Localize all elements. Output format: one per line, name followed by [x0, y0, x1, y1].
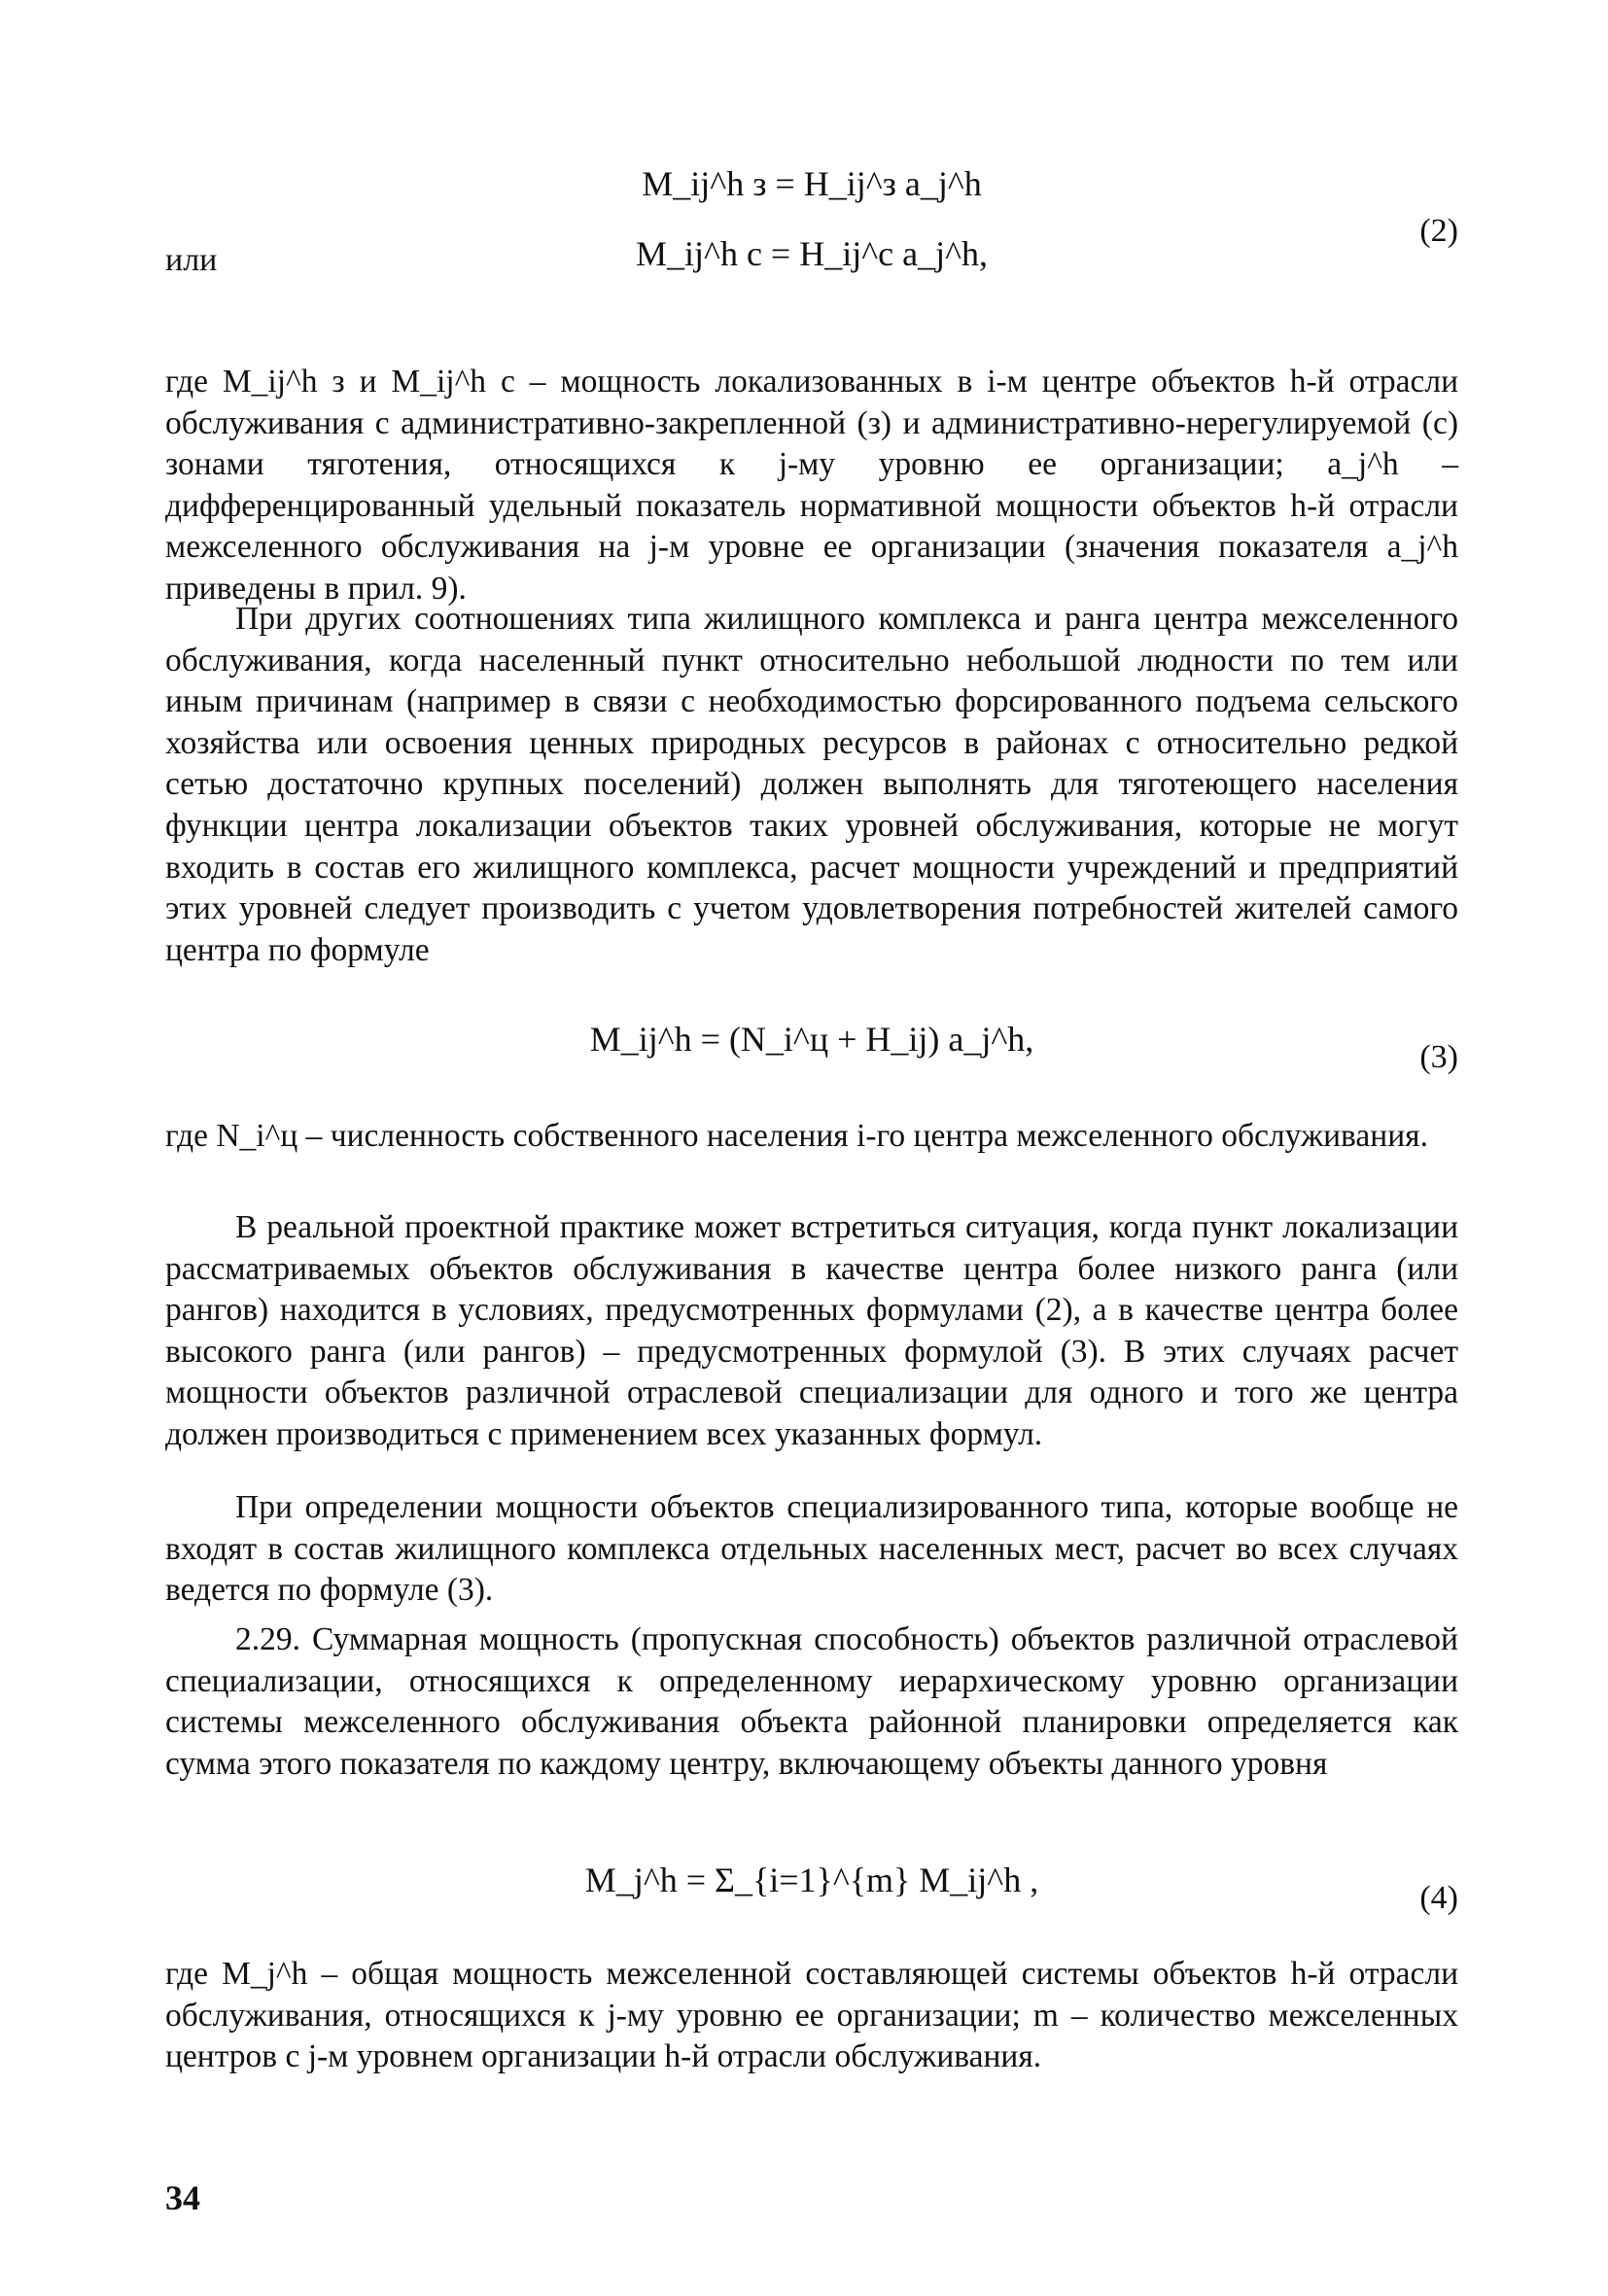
- formula-3-expression: M_ij^h = (N_i^ц + H_ij) a_j^h,: [589, 1020, 1034, 1059]
- formula-4-number: (4): [1419, 1880, 1458, 1916]
- formula-2-explanation: где M_ij^h з и M_ij^h с – мощность локализованных в i-м центре объектов h-й отрасли обслуживания с административно-закрепленной (з) и административно-нерегулируемой (с) зонами тяготения, относящихся к j-му уровню ее организации; a_j^h – дифференцированный удельный показатель нормативной мощности объектов h-й отрасли межселенного обслуживания на j-м уровне ее организации (значения показателя a_j^h приведены в прил. 9).: [165, 364, 1458, 607]
- formula-4-explanation: где M_j^h – общая мощность межселенной составляющей системы объектов h-й отрасли обслуживания, относящихся к j-му уровню ее организации; m – количество межселенных центров с j-м уровнем организации h-й отрасли обслуживания.: [165, 1956, 1458, 2075]
- formula-4-expression: M_j^h = Σ_{i=1}^{m} M_ij^h ,: [584, 1861, 1039, 1899]
- formula-2-or-label: или: [165, 242, 218, 278]
- paragraph-2: В реальной проектной практике может встретиться ситуация, когда пункт локализации рассматриваемых объектов обслуживания в качестве центра более низкого ранга (или рангов) находится в условиях, предусмотренных формулами (2), а в качестве центра более высокого ранга (или рангов) – предусмотренных формулой (3). В этих случаях расчет мощности объектов различной отраслевой специализации для одного и того же центра должен производиться с применением всех указанных формул.: [165, 1209, 1458, 1452]
- formula-3: [165, 1011, 1458, 1081]
- formula-3-number: (3): [1419, 1039, 1458, 1075]
- page-number: 34: [165, 2178, 200, 2217]
- formula-2-line-2: M_ij^h с = H_ij^с a_j^h,: [636, 234, 988, 273]
- paragraph-1: При других соотношениях типа жилищного комплекса и ранга центра межселенного обслуживания, когда населенный пункт относительно небольшой людности по тем или иным причинам (например в связи с необходимостью форсированного подъема сельского хозяйства или освоения ценных природных ресурсов в районах с относительно редкой сетью достаточно крупных поселений) должен выполнять для тяготеющего населения функции центра локализации объектов таких уровней обслуживания, которые не могут входить в состав его жилищного комплекса, расчет мощности учреждений и предприятий этих уровней следует производить с учетом удовлетворения потребностей жителей самого центра по формуле: [165, 601, 1458, 968]
- formula-2-number: (2): [1419, 213, 1458, 249]
- paragraph-4-section-2-29: 2.29. Суммарная мощность (пропускная способность) объектов различной отраслевой специализации, относящихся к определенному иерархическому уровню организации системы межселенного обслуживания объекта районной планировки определяется как сумма этого показателя по каждому центру, включающему объекты данного уровня: [165, 1621, 1458, 1782]
- formula-2-line-1: M_ij^h з = H_ij^з a_j^h: [642, 164, 982, 203]
- formula-2: [165, 156, 1458, 296]
- formula-3-explanation: где N_i^ц – численность собственного населения i-го центра межселенного обслуживания.: [165, 1118, 1428, 1154]
- paragraph-3: При определении мощности объектов специализированного типа, которые вообще не входят в состав жилищного комплекса отдельных населенных мест, расчет во всех случаях ведется по формуле (3).: [165, 1489, 1458, 1609]
- formula-4: [165, 1852, 1458, 1922]
